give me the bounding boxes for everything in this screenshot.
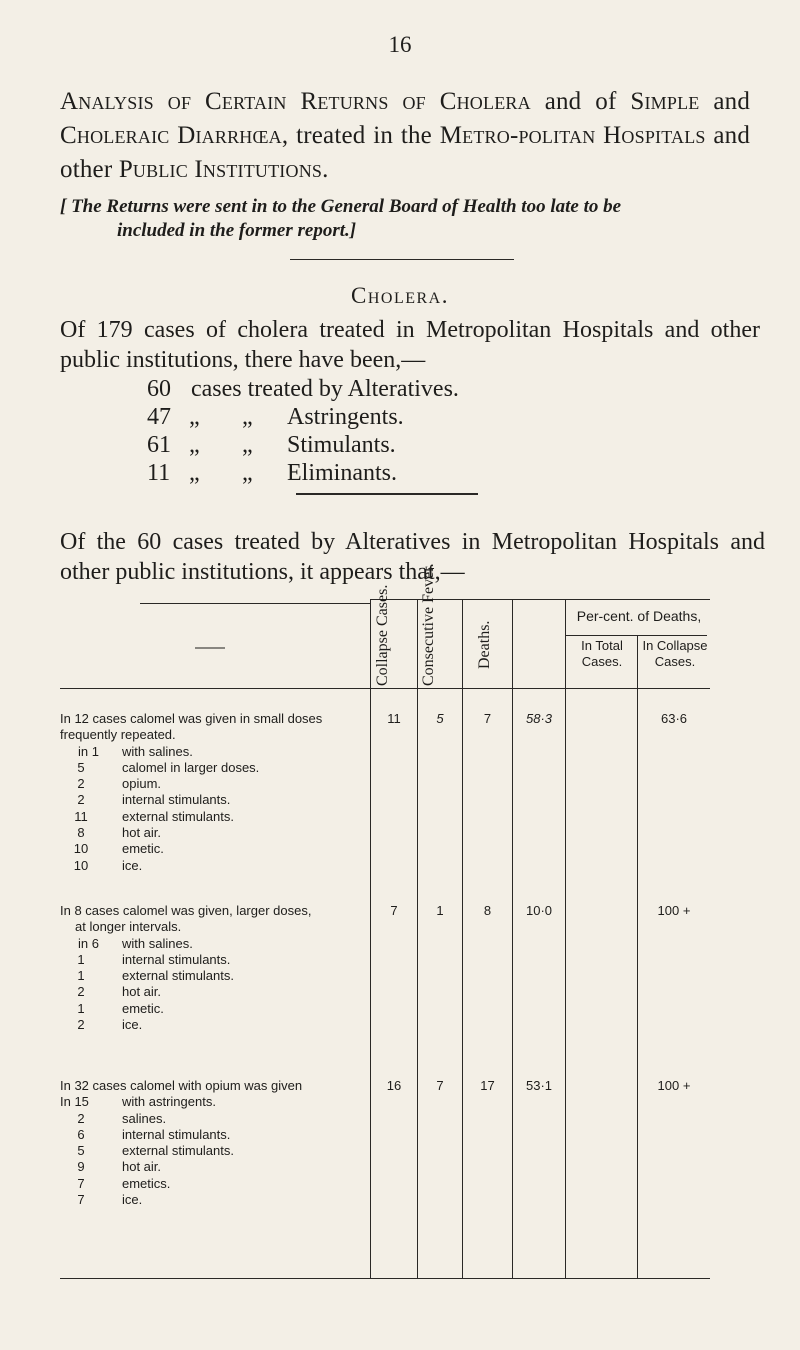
header-collapse: Collapse Cases. [374,584,391,686]
title-word: Institutions. [194,156,329,183]
table-top-rule [140,603,370,604]
sub-item [60,792,322,808]
cell-total-pct: 10·0 [525,903,553,918]
treatment-name: Astringents. [287,404,404,430]
header-blank: —— [195,639,225,656]
treatment-phrase: cases treated by [191,376,343,402]
sub-text: internal stimulants. [122,951,231,967]
sub-item [60,1159,302,1175]
page-title [60,85,750,187]
intro-paragraph: Of 179 cases of cholera treated in Metropolitan Hospitals and other public institutions, there have been,— [60,317,760,373]
column-rule [637,636,638,1278]
sub-text: internal stimulants. [122,1126,231,1142]
ditto-mark: „ [189,432,200,458]
sub-item [60,952,311,968]
row-description: In 12 cases calomel was given in small doses [60,711,323,726]
sub-text: with astringents. [122,1094,216,1110]
treatment-name: Stimulants. [287,432,396,458]
title-word: treated in the [296,122,432,149]
sub-count: 2 [77,1110,85,1126]
cell-collapse: 16 [386,1078,402,1093]
sub-text: ice. [122,1017,143,1033]
sub-count: 2 [77,984,85,1000]
sub-count: 7 [77,1192,85,1208]
treatment-name: Eliminants. [287,460,397,486]
treatment-count: 11 [147,460,171,486]
title-word: Diarrhœa, [177,122,289,149]
title-word: Cholera [439,88,531,115]
row-description-cont: at longer intervals. [75,919,182,935]
sub-item [60,1111,302,1127]
cell-collapse: 11 [387,711,401,726]
cell-collapse: 7 [390,903,398,918]
sub-item [60,984,311,1000]
treatment-text [191,375,459,403]
sub-count: in 1 [78,743,99,759]
sub-count: 2 [77,1017,85,1033]
sub-item [60,1017,311,1033]
ditto-mark: „ [189,404,200,430]
row-description-cont: frequently repeated. [60,727,176,743]
title-word: and other [60,122,751,183]
sub-text: external stimulants. [122,1143,234,1159]
sub-count: 1 [77,968,85,984]
title-word: Choleraic [60,122,170,149]
sub-count: 1 [77,951,85,967]
column-rule [462,600,463,1278]
title-word: Hospitals [603,122,706,149]
cell-deaths: 7 [483,711,492,726]
row-description: In 32 cases calomel with opium was given [60,1078,303,1093]
sub-count: 6 [77,1126,85,1142]
sub-text: hot air. [122,984,162,1000]
sub-text: calomel in larger doses. [122,759,260,775]
sub-item [60,1127,302,1143]
header-bottom-rule [60,688,710,689]
title-word: Metro-politan [439,122,596,149]
treatment-count: 60 [147,376,171,402]
header-total-cases: In Total Cases. [581,638,623,669]
sub-text: with salines. [122,743,193,759]
sub-count: 5 [77,759,85,775]
title-word: Certain [205,88,287,115]
sub-count: 2 [77,776,85,792]
sub-item [60,776,322,792]
divider [290,259,514,260]
title-word: and of [544,88,617,115]
header-deaths: Deaths. [476,620,493,670]
title-word: Simple [630,88,700,115]
sub-text: emetic. [122,1000,164,1016]
column-rule [565,600,566,1278]
page-number: 16 [388,32,412,57]
title-word: of [402,88,426,115]
sub-item [60,858,322,874]
title-word: Public [118,156,188,183]
cell-deaths: 17 [480,1078,495,1093]
sub-text: emetics. [122,1175,171,1191]
header-fever: Consecutive Fever. [420,563,437,686]
sub-text: hot air. [122,825,162,841]
ditto-mark: „ [189,460,200,486]
cell-deaths: 8 [483,903,492,918]
sub-item [60,1176,302,1192]
sub-item [60,825,322,841]
title-word: Analysis [60,88,154,115]
treatment-count: 47 [147,404,171,430]
sub-text: ice. [122,857,143,873]
sub-item [60,760,322,776]
table-bottom-rule [60,1278,710,1279]
editorial-note [60,195,750,243]
sub-item [60,1094,302,1110]
cell-fever: 5 [436,711,444,726]
sub-count: in 6 [78,935,99,951]
sub-item [60,968,311,984]
ditto-mark: „ [242,404,253,430]
cell-collapse-pct: 100 + [657,903,691,918]
divider [296,493,478,495]
cell-total-pct: 53·1 [525,1078,553,1093]
header-collapse-cases: In Collapse Cases. [642,638,708,669]
sub-item [60,809,322,825]
section-title: Cholera. [351,283,449,308]
title-word: and [713,88,751,115]
sub-item [60,841,322,857]
sub-text: ice. [122,1192,143,1208]
header-sub-rule [565,635,707,636]
sub-item [60,1192,302,1208]
cell-collapse-pct: 100 + [657,1078,691,1093]
title-word: Returns [300,88,389,115]
header-percent: Per-cent. of Deaths, [576,608,702,624]
table-row [60,1078,302,1208]
sub-count: In 15 [60,1094,89,1110]
ditto-mark: „ [242,432,253,458]
sub-count: 5 [77,1143,85,1159]
table-row [60,711,322,874]
sub-text: emetic. [122,841,164,857]
sub-count: 7 [77,1175,85,1191]
sub-item [60,1001,311,1017]
sub-text: with salines. [122,935,193,951]
treatment-name: Alteratives. [347,376,459,402]
sub-count: 1 [77,1000,85,1016]
table-row [60,903,311,1033]
sub-item [60,744,322,760]
sub-count: 10 [73,841,89,857]
note-line: [ The Returns were sent in to the General Board of Health too late to be [60,196,622,217]
sub-text: hot air. [122,1159,162,1175]
sub-text: external stimulants. [122,808,234,824]
cell-total-pct: 58·3 [525,711,553,726]
ditto-mark: „ [242,460,253,486]
sub-count: 9 [77,1159,85,1175]
treatment-count: 61 [147,432,171,458]
row-description: In 8 cases calomel was given, larger doses, [60,903,312,918]
sub-item [60,1143,302,1159]
cell-fever: 7 [436,1078,444,1093]
sub-text: salines. [122,1110,167,1126]
analysis-paragraph: Of the 60 cases treated by Alteratives in Metropolitan Hospitals and other public institutions, it appears that,— [60,529,765,585]
column-rule [370,600,371,1278]
sub-text: opium. [122,776,162,792]
sub-text: external stimulants. [122,968,234,984]
cell-collapse-pct: 63·6 [660,711,688,726]
column-rule [512,600,513,1278]
sub-text: internal stimulants. [122,792,231,808]
column-rule [417,600,418,1278]
cell-fever: 1 [436,903,444,918]
sub-count: 10 [73,857,89,873]
sub-count: 11 [74,808,88,824]
note-line: included in the former report.] [117,220,357,241]
sub-count: 8 [77,825,85,841]
sub-count: 2 [77,792,85,808]
title-word: of [167,88,192,115]
sub-item [60,936,311,952]
